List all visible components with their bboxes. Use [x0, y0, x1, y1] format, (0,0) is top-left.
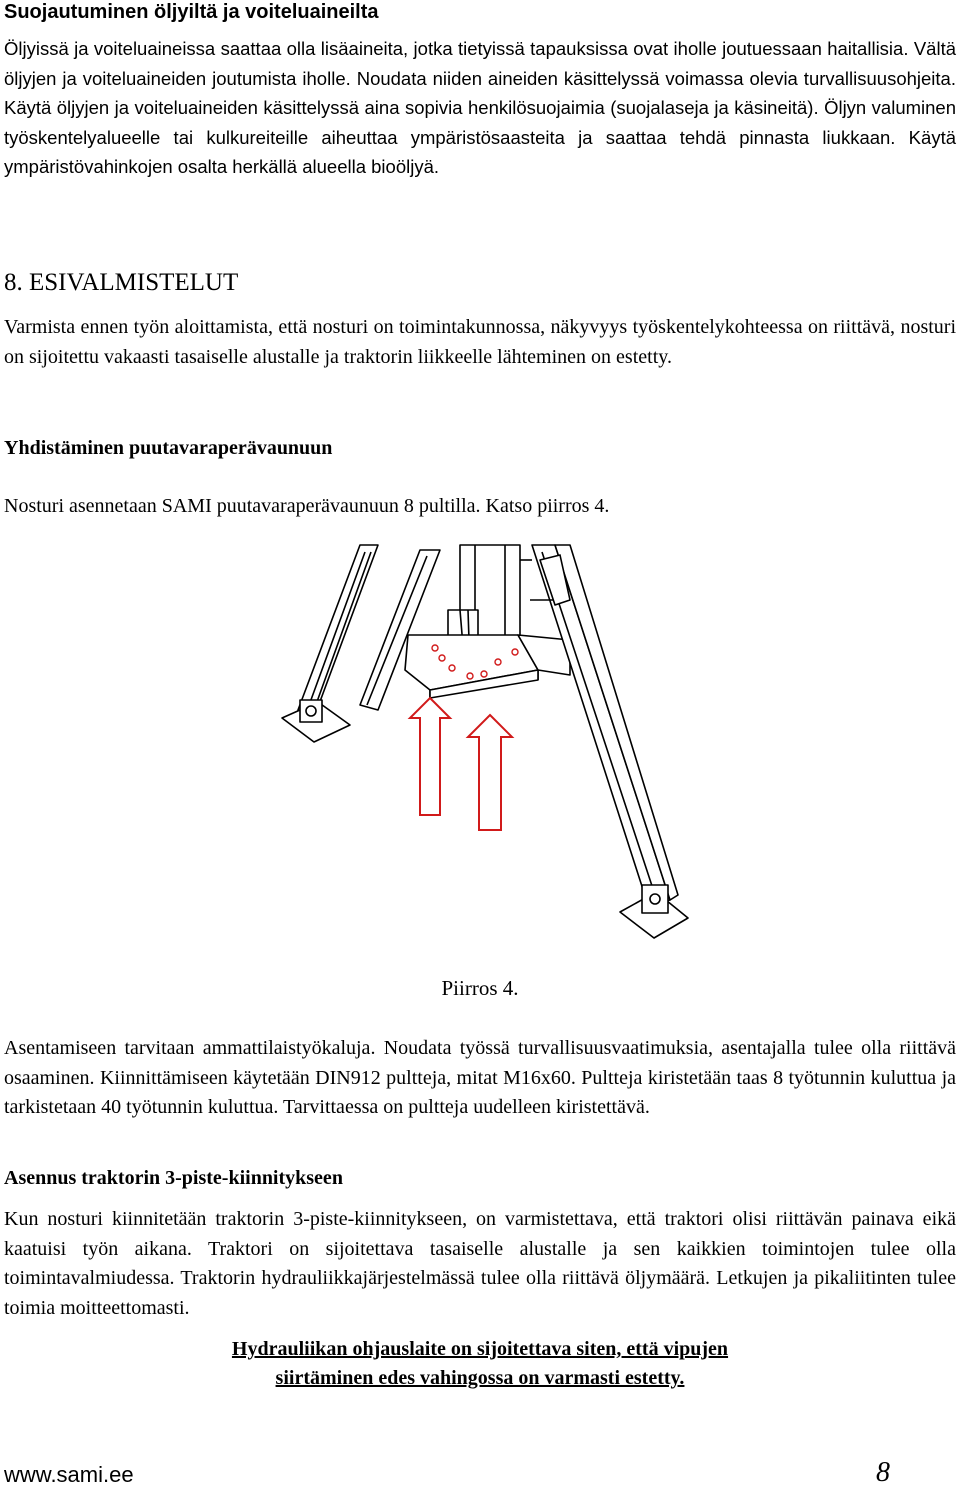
oil-protection-paragraph: Öljyissä ja voiteluaineissa saattaa olla lisäaineita, jotka tietyissä tapauksissa ovat iholle joutuessaan haitallisia. Vältä öljyjen ja voiteluaineiden joutumista iholle. Noudata niiden aineiden käsittelyssä voimassa olevia turvallisuusohjeita. Käytä öljyjen ja voiteluaineiden käsittelyssä aina sopivia henkilösuojaimia (suojalaseja ja käsineitä). Öljyn valuminen työskentelyalueelle tai kulkureiteille aiheuttaa ympäristösaasteita ja saattaa tehdä pinnasta liukkaan. Käytä ympäristövahinkojen osalta herkällä alueella bioöljyä. [4, 38, 956, 177]
section-title-oil-protection: Suojautuminen öljyiltä ja voiteluaineilta [4, 1, 379, 23]
warning-line-2: siirtäminen edes vahingossa on varmasti estetty. [275, 1367, 685, 1389]
crane-base-drawing [270, 540, 690, 960]
section-title-preparations: 8. ESIVALMISTELUT [4, 269, 239, 296]
preparations-paragraph: Varmista ennen työn aloittamista, että nosturi on toimintakunnossa, näkyvyys työskentelykohteessa on riittävä, nosturi on sijoitettu vakaasti tasaiselle alustalle ja traktorin liikkeelle lähteminen on estetty. [4, 316, 956, 368]
installation-paragraph: Asentamiseen tarvitaan ammattilaistyökaluja. Noudata työssä turvallisuusvaatimuksia, asentajalla tulee olla riittävä osaaminen. Kiinnittämiseen käytetään DIN912 pultteja, mitat M16x60. Pultteja kiristetään taas 8 työtunnin kuluttua ja tarkistetaan 40 työtunnin kuluttua. Tarvittaessa on pultteja uudelleen kiristettävä. [4, 1037, 956, 1118]
footer-website-link[interactable]: www.sami.ee [4, 1462, 134, 1487]
figure-caption: Piirros 4. [441, 976, 519, 1000]
section-title-trailer-connection: Yhdistäminen puutavaraperävaunuun [4, 437, 333, 459]
section-title-three-point-hitch: Asennus traktorin 3-piste-kiinnitykseen [4, 1167, 343, 1189]
page-number: 8 [876, 1457, 890, 1488]
trailer-connection-paragraph: Nosturi asennetaan SAMI puutavaraperävaunuun 8 pultilla. Katso piirros 4. [4, 495, 610, 517]
three-point-hitch-paragraph: Kun nosturi kiinnitetään traktorin 3-piste-kiinnitykseen, on varmistettava, että traktori olisi riittävän painava eikä kaatuisi työn aikana. Traktori on sijoitettava tasaiselle alustalle ja sen kaikkien toimintojen tulee olla toimintavalmiudessa. Traktorin hydrauliikkajärjestelmässä tulee olla riittävä öljymäärä. Letkujen ja pikaliitinten tulee toimia moitteettomasti. [4, 1208, 956, 1319]
warning-line-1: Hydrauliikan ohjauslaite on sijoitettava siten, että vipujen [231, 1338, 729, 1360]
